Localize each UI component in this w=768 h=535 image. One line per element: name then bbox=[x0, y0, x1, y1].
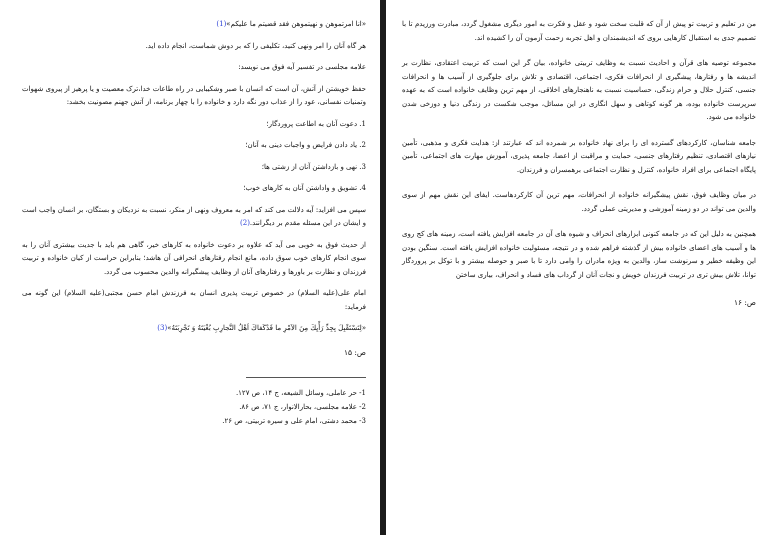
hadith-explanation-paragraph: از حدیث فوق به خوبی می آید که علاوه بر دعوت خانواده به کارهای خیر، گاهی هم باید با جدیت بیشتری آنان را به سوی انجام کارهای خوب سوق داده، مانع انجام رفتارهای انحرافی آن هاشد؛ بنابراین حراست از کیان خانواده و تربیت فرزندان و نظارت بر باورها و رفتارهای آنان از وظایف پیشگیرانه والدین محسوب می گردد. bbox=[22, 240, 366, 276]
page-left bbox=[0, 0, 380, 535]
list-item: 3. نهی و بازداشتن آنان از زشتی ها؛ bbox=[261, 162, 366, 171]
footnote-item: 2- علامه مجلسی، بحارالانوار، ج ۷۱، ص ۸۶. bbox=[239, 403, 366, 411]
conclusion-paragraph bbox=[22, 204, 366, 231]
footnotes bbox=[22, 386, 366, 428]
footnote-ref-2[interactable]: (2) bbox=[239, 219, 250, 227]
family-duties-paragraph: مجموعه توصیه های قرآن و احادیث نسبت به وظایف تربیتی خانواده، بیان گر این است که تربیت اعتقادی، نظارت بر اندیشه ها و رفتارها، پیشگیری از انحرافات فکری، اجتماعی، اقتصادی و تلاش برای جلوگیری از آسیب ها و انحرافات جنسی، کنترل حلال و حرام زندگی، حساسیت نسبت به ناهنجارهای اخلاقی، از مهم ترین وظایف خانواده است که به عهده سرپرست خانواده بوده، هر گونه کوتاهی و سهل انگاری در این مسائل، موجب شکست در زندگی دنیا و دوزخی شدن خانواده می شود. bbox=[402, 59, 756, 121]
hadith-paragraph bbox=[22, 18, 366, 32]
footnote-item: 1- حر عاملی، وسائل الشیعه، ج ۱۴، ص ۱۲۷. bbox=[235, 389, 366, 397]
footnote-ref-3[interactable]: (3) bbox=[157, 324, 168, 332]
page-number-right: ص: ۱۶ bbox=[733, 298, 756, 307]
page-number-left: ص: ۱۵ bbox=[343, 347, 366, 357]
preventive-role-paragraph: در میان وظایف فوق، نقش پیشگیرانه خانواده از انحرافات، مهم ترین آن کارکردهاست. ایفای این نقش مهم از سوی والدین می تواند در دو زمینه آموزشی و مدیریتی عملی گردد. bbox=[402, 191, 756, 213]
conclusion-text: سپس می افزاید: آیه دلالت می کند که امر به معروف ونهی از منکر، نسبت به نزدیکان و بستگان، بر انسان واجب است و ایشان در این مسئله مقدم بر دیگرانند. bbox=[22, 205, 366, 227]
arabic-quote-text: «لِتَسْتَقْبِلَ بِجِدِّ رَأْيِكَ مِنَ الاَمْرِ ما قَدْكَفاكَ اَهْلُ التَّجارِبِ بُغْيَتَهُ وَ تَجْرِبَتَهُ» bbox=[167, 324, 366, 332]
list-item: 2. یاد دادن فرایض و واجبات دینی به آنان؛ bbox=[245, 141, 366, 149]
tafsir-paragraph: حفظ خویشتن از آتش، آن است که انسان با صبر وشکیبایی در راه طاعات خدا،ترک معصیت و یا پرهیز از پیروی شهوات وتمنیات نفسانی، عود را از عذاب دور نگه دارد و خانواده را با چهار برنامه، از آتش جهنم مصونیت بخشد: bbox=[22, 84, 366, 106]
continuation-paragraph: من در تعلیم و تربیت تو پیش از آن که قلبت سخت شود و عقل و فکرت به امور دیگری مشغول گردد، مبادرت ورزیدم تا با تصمیم جدی به استقبال کارهایی بروی که اندیشمندان و اهل تجربه زحمت آزمون آن را کشیده اند. bbox=[402, 20, 756, 42]
hadith-text: «انا امرتموهن و نهيتموهن فقد قضيتم ما عليكم» bbox=[226, 20, 366, 28]
intro-line: علامه مجلسی در تفسیر آیه فوق می نویسد: bbox=[238, 63, 366, 71]
footnote-divider bbox=[246, 377, 366, 378]
translation-paragraph: هر گاه آنان را امر ونهی کنید، تکلیفی را که بر دوش شماست، انجام داده اید. bbox=[145, 41, 366, 50]
arabic-quote bbox=[22, 322, 366, 336]
list-item: 1. دعوت آنان به اطاعت پروردگار؛ bbox=[266, 119, 366, 128]
page-right bbox=[386, 0, 768, 535]
modern-society-paragraph: همچنین به دلیل این که در جامعه کنونی ابزارهای انحراف و شیوه های آن در جامعه افزایش یافته است، زمینه های کج روی ها و آسیب های اعضای خانواده بیش از گذشته فراهم شده و در نتیجه، مسئولیت خانواده افزایش یافته است. سنگین بودن این وظیفه خطیر و سرنوشت ساز، والدین به ویژه مادران را وامی دارد تا با صبر و حوصله بیشتر و با توکل بر پروردگار توانا، تلاش بیش تری در تربیت فرزندان خویش و نجات آنان از گرداب های فساد و انحراف، بیاری ساختن bbox=[402, 230, 756, 279]
footnote-ref-1[interactable]: (1) bbox=[216, 20, 227, 28]
footnote-item: 3- محمد دشتی، امام علی و سیره تربیتی، ص ۲۶. bbox=[222, 417, 366, 425]
imam-ali-intro: امام علی(علیه السلام) در خصوص تربیت پذیری انسان به فرزندش امام حسن مجتبی(علیه السلام) این گونه می فرماید: bbox=[22, 289, 366, 311]
sociology-paragraph: جامعه شناسان، کارکردهای گسترده ای را برای نهاد خانواده بر شمرده اند که عبارتند از: هدایت فکری و مذهبی، تأمین نیازهای اقتصادی، تنظیم رفتارهای جنسی، حمایت و مراقبت از اعضا، جامعه پذیری، آموزش مهارت های اجتماعی، تأمین پایگاه اجتماعی برای افراد خانواده، کنترل و نظارت اجتماعی برهمسران و فرزندان. bbox=[402, 138, 756, 174]
list-item: 4. تشویق و واداشتن آنان به کارهای خوب؛ bbox=[243, 184, 366, 192]
